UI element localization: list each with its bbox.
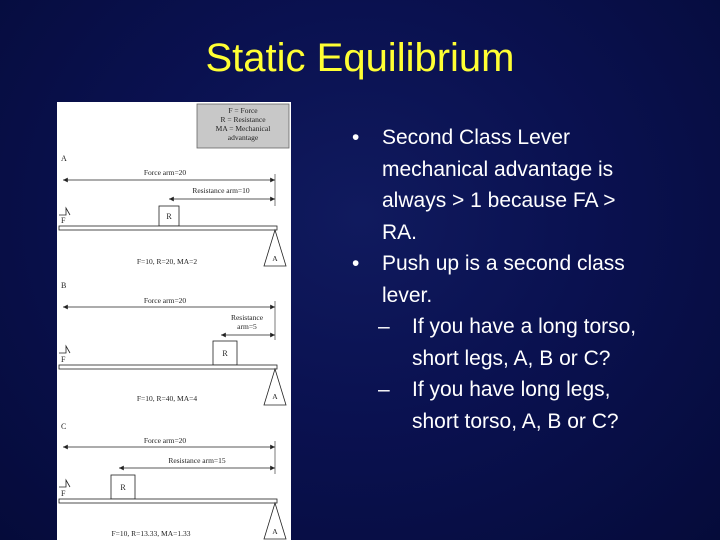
lever-letter: A [61,154,67,163]
bullet-line: Push up is a second class [382,252,625,275]
resistance-mark: R [166,212,172,221]
force-arm-label: Force arm=20 [143,168,187,177]
lever-diagram [57,102,291,540]
lever-bar [59,226,277,230]
force-arrow-icon [59,208,70,215]
legend-line: F = Force [228,106,258,115]
lever-formula: F=10, R=20, MA=2 [136,257,198,266]
axis-mark: A [272,254,278,263]
legend-box [197,104,289,148]
sub-bullet-marker: – [378,315,390,338]
bullet-line: mechanical advantage is [382,157,614,181]
bullet-line: always > 1 because FA > [382,189,616,212]
legend-line: MA = Mechanical [215,124,271,133]
lever-b [59,281,286,405]
force-mark: F [61,489,66,498]
bullet-marker: • [352,126,360,149]
lever-bar [59,365,277,369]
resistance-arm-label: Resistance arm=15 [168,456,226,465]
legend-line: advantage [227,133,259,142]
legend-line: R = Resistance [220,115,266,124]
force-arrow-icon [59,346,70,353]
slide-title: Static Equilibrium [205,36,515,80]
bullet-marker: • [352,252,360,275]
sub-bullet-marker: – [378,378,390,401]
lever-a [59,154,286,266]
bullet-line: short torso, A, B or C? [412,409,619,433]
lever-formula: F=10, R=40, MA=4 [136,394,198,403]
lever-letter: C [61,422,67,431]
bullet-item [322,248,702,311]
bullet-line: If you have a long torso, [412,315,637,338]
lever-c [59,422,286,539]
force-arm-label: Force arm=20 [143,296,187,305]
resistance-arm-label: Resistance [230,313,264,322]
force-mark: F [61,216,66,225]
bullet-line: lever. [382,283,433,307]
resistance-arm-label: arm=5 [237,322,257,331]
force-arrow-icon [59,480,70,487]
resistance-mark: R [222,349,228,358]
force-arm-label: Force arm=20 [143,436,187,445]
bullet-line: If you have long legs, [412,378,611,401]
bullet-line: Second Class Lever [382,126,570,149]
lever-bar [59,499,277,503]
sub-bullet-item [322,311,702,374]
lever-diagram-figure [57,102,291,540]
lever-formula: F=10, R=13.33, MA=1.33 [111,529,191,538]
force-mark: F [61,355,66,364]
lever-letter: B [61,281,67,290]
bullet-line: RA. [382,220,418,244]
bullet-list [322,122,702,437]
axis-mark: A [272,392,278,401]
resistance-arm-label: Resistance arm=10 [192,186,250,195]
resistance-mark: R [120,483,126,492]
axis-mark: A [272,527,278,536]
bullet-item [322,122,702,248]
sub-bullet-item [322,374,702,437]
bullet-line: short legs, A, B or C? [412,346,611,370]
